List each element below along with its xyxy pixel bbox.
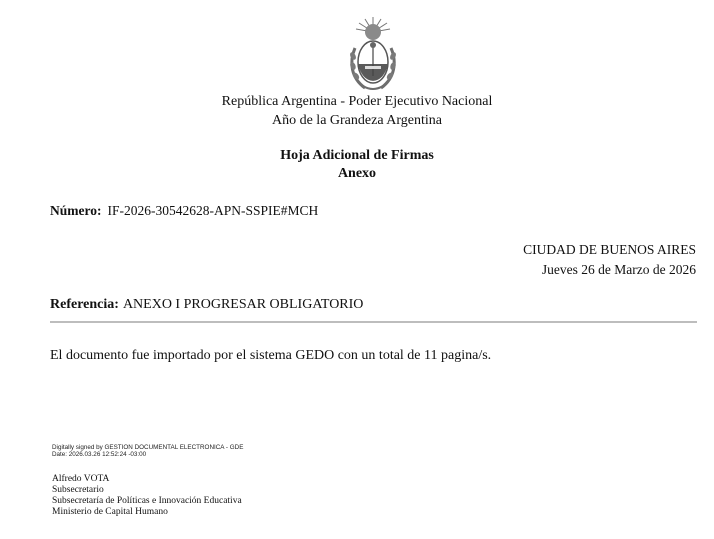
document-subtitle: Anexo: [337, 166, 377, 181]
signer-block: [52, 474, 242, 518]
header-year-motto: Año de la Grandeza Argentina: [271, 113, 442, 128]
body-text: El documento fue importado por el sistema GEDO con un total de 11 pagina/s.: [50, 348, 492, 363]
reference: [50, 297, 363, 313]
header-government-name: República Argentina - Poder Ejecutivo Nacional: [221, 94, 493, 109]
signer-office: Subsecretaría de Políticas e Innovación Educativa: [52, 496, 242, 506]
document-number: [50, 203, 318, 219]
signer-name: Alfredo VOTA: [52, 474, 110, 484]
document-title: Hoja Adicional de Firmas: [280, 148, 434, 163]
document-date: Jueves 26 de Marzo de 2026: [541, 262, 696, 277]
reference-value: ANEXO I PROGRESAR OBLIGATORIO: [122, 297, 364, 312]
digital-signature-signed-by: Digitally signed by GESTION DOCUMENTAL ELECTRONICA - GDE: [52, 444, 244, 451]
signer-ministry: Ministerio de Capital Humano: [52, 507, 168, 517]
divider: [50, 321, 697, 323]
digital-signature-stamp: [52, 444, 243, 459]
document-number-value: IF-2026-30542628-APN-SSPIE#MCH: [107, 203, 319, 218]
digital-signature-date: Date: 2026.03.26 12:52:24 -03:00: [52, 451, 147, 459]
coat-of-arms-seal-icon: [345, 14, 401, 94]
signer-position: Subsecretario: [52, 485, 104, 495]
location-city: CIUDAD DE BUENOS AIRES: [523, 242, 696, 257]
reference-label: Referencia:: [50, 297, 119, 312]
document-number-label: Número:: [50, 203, 102, 218]
